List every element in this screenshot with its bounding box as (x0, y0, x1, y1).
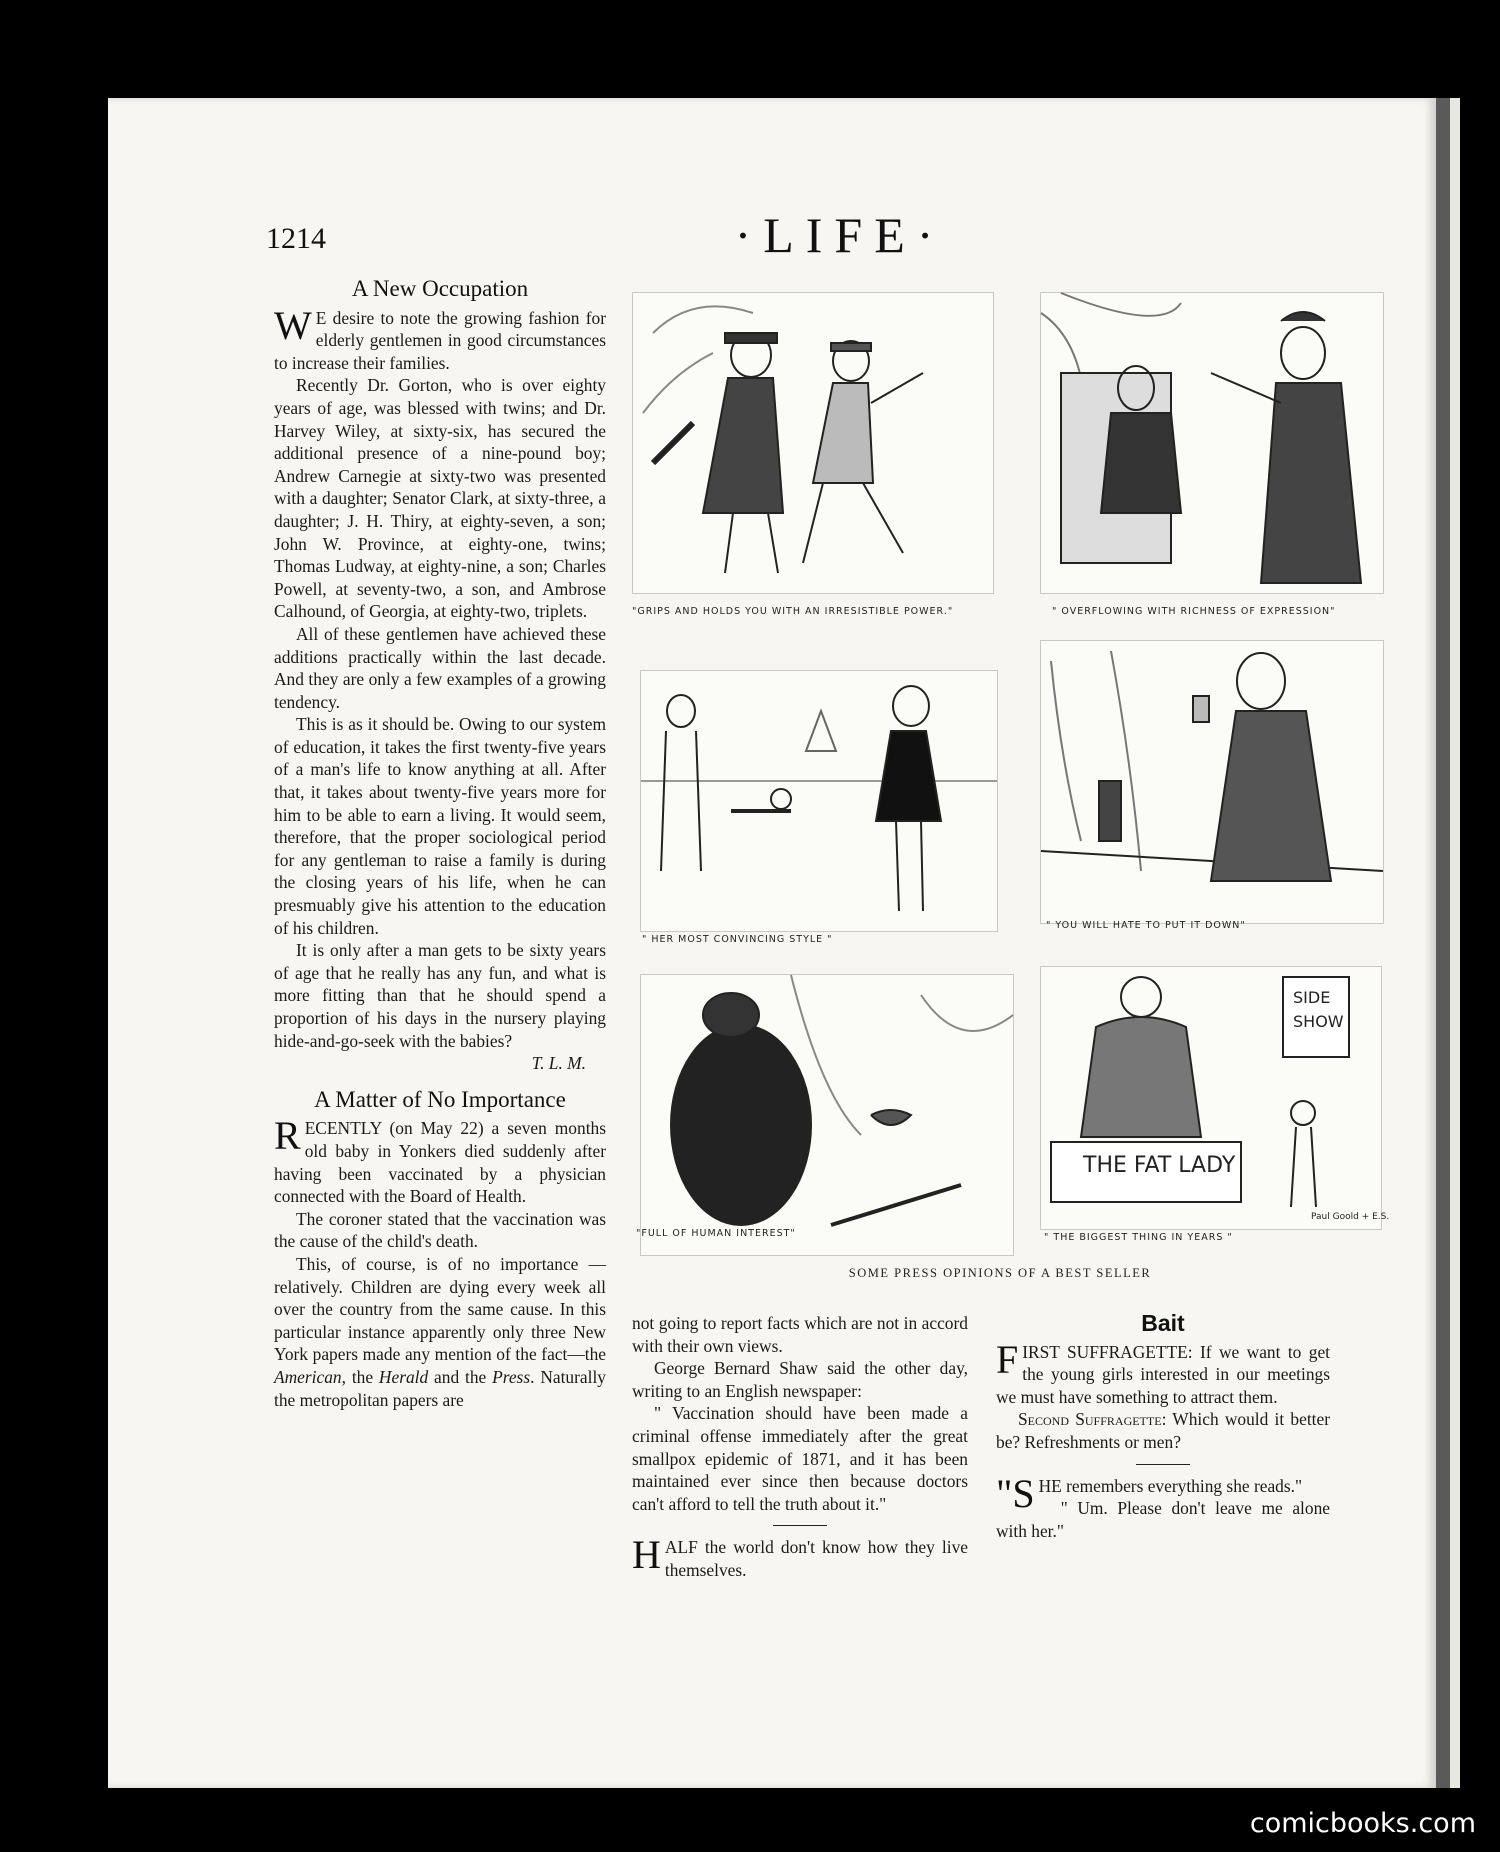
article1-para-2: Recently Dr. Gorton, who is over eighty years of age, was blessed with twins; and Dr. Harvey Wiley, at sixty-six, has secured the additional presence of a nine-pound boy; Andrew Carnegie at sixty-two was presented with a daughter; Senator Clark, at sixty-three, a daughter; J. H. Thiry, at eighty-seven, a son; John W. Province, at eighty-one, twins; Thomas Ludway, at eighty-nine, a son; Charles Powell, at seventy-two, a son, and Ambrose Calhound, of Georgia, at eighty-two, triplets. (274, 375, 606, 622)
bait-line-1: FIRST SUFFRAGETTE: If we want to get the young girls interested in our meetings we must have something to attract them. (996, 1336, 1330, 1407)
cartoon-panel-scolding (1040, 292, 1384, 594)
illustration-bear-icon (641, 975, 1013, 1255)
sign-side: SIDE (1293, 988, 1331, 1007)
caption-panel-1: "GRIPS AND HOLDS YOU WITH AN IRRESISTIBLE POWER." (632, 606, 954, 617)
article2-para-1: RECENTLY (on May 22) a seven months old baby in Yonkers died suddenly after having been vaccinated by a physician connected with the Board of Health. (274, 1113, 606, 1207)
article2-para-3: This, of course, is of no importance —relatively. Children are dying every week all over the country from the same cause. In this particular instance apparently only three New York papers made any mention of the fact—the American, the Herald and the Press. Naturally the metropolitan papers are (274, 1253, 606, 1410)
cartoon-panel-bottle (1040, 640, 1384, 924)
column-right (996, 1312, 1330, 1542)
caption-panel-3: " HER MOST CONVINCING STYLE " (642, 934, 833, 945)
watermark: comicbooks.com (1249, 1808, 1476, 1839)
article-title-bait: Bait (1141, 1310, 1185, 1336)
next-page-edge (1450, 98, 1460, 1788)
illustration-policeman-icon (633, 293, 993, 593)
article2-para-2: The coroner stated that the vaccination was the cause of the child's death. (274, 1208, 606, 1252)
cartoon-panel-bear (640, 974, 1014, 1256)
illustration-scolding-icon (1041, 293, 1383, 593)
page-gutter (1436, 98, 1450, 1788)
column-left (274, 278, 606, 1411)
cartoon-panel-policeman (632, 292, 994, 594)
cartoon-panel-fat-lady (1040, 966, 1390, 1230)
caption-panel-2: " OVERFLOWING WITH RICHNESS OF EXPRESSION" (1052, 606, 1336, 617)
page-number: 1214 (266, 222, 326, 255)
artist-signature: Paul Goold + E.S. (1311, 1212, 1390, 1222)
article2-continued-1: not going to report facts which are not in accord with their own views. (632, 1313, 968, 1356)
sign-show: SHOW (1293, 1012, 1344, 1031)
figure-caption: SOME PRESS OPINIONS OF A BEST SELLER (848, 1266, 1152, 1280)
dropcap: W (274, 302, 312, 348)
caption-panel-6: " THE BIGGEST THING IN YEARS " (1044, 1232, 1233, 1243)
illustration-fat-lady-icon (1041, 967, 1390, 1229)
article1-signature: T. L. M. (531, 1053, 586, 1074)
bait-line-2: Second Suffragette: Which would it better be? Refreshments or men? (996, 1409, 1330, 1452)
column-middle (632, 1312, 968, 1582)
separator-rule (773, 1525, 827, 1526)
dropcap: R (274, 1113, 301, 1159)
article2-continued-2: George Bernard Shaw said the other day, writing to an English newspaper: (632, 1358, 968, 1401)
article2-continued-3: " Vaccination should have been made a criminal offense immediately after the great smallpox epidemic of 1871, and it has been maintained ever since then because doctors can't afford to tell the truth about it." (632, 1403, 968, 1514)
quip-reply: " Um. Please don't leave me alone with her." (996, 1498, 1330, 1541)
article1-para-1: W E desire to note the growing fashion for elderly gentlemen in good circumstances to increase their families. (274, 302, 606, 373)
separator-rule (1136, 1464, 1190, 1465)
article1-para-5: It is only after a man gets to be sixty years of age that he really has any fun, and what is more fitting than that he should spend a proportion of his days in the nursery playing hide-and-go-seek with the babies? (274, 940, 606, 1051)
dropcap: "S (996, 1470, 1035, 1516)
article-title-matter: A Matter of No Importance (314, 1086, 566, 1112)
masthead-title: ·LIFE· (734, 207, 946, 263)
article1-para-3: All of these gentlemen have achieved these additions practically within the last decade. And they are only a few examples of a growing tendency. (274, 623, 606, 712)
illustration-beach-icon (641, 671, 997, 931)
article-title-new-occupation: A New Occupation (351, 276, 529, 301)
caption-panel-5: "FULL OF HUMAN INTEREST" (636, 1228, 796, 1239)
sign-fat-lady: THE FAT LADY (1083, 1153, 1236, 1178)
caption-panel-4: " YOU WILL HATE TO PUT IT DOWN" (1046, 920, 1246, 931)
quip-half-world: HALF the world don't know how they live themselves. (632, 1532, 968, 1580)
quip-remembers: "SHE remembers everything she reads." (996, 1470, 1303, 1516)
cartoon-panel-beach (640, 670, 998, 932)
dropcap: H (632, 1532, 661, 1578)
article1-para-4: This is as it should be. Owing to our system of education, it takes the first twenty-five years of a man's life to know anything at all. After that, it takes about twenty-five years more for him to be able to earn a living. It would seem, therefore, that the proper sociological period for any gentleman to raise a family is during the closing years of his life, when he can presmuably give his attention to the education of his children. (274, 714, 606, 938)
illustration-bottle-icon (1041, 641, 1383, 923)
dropcap: F (996, 1336, 1019, 1382)
